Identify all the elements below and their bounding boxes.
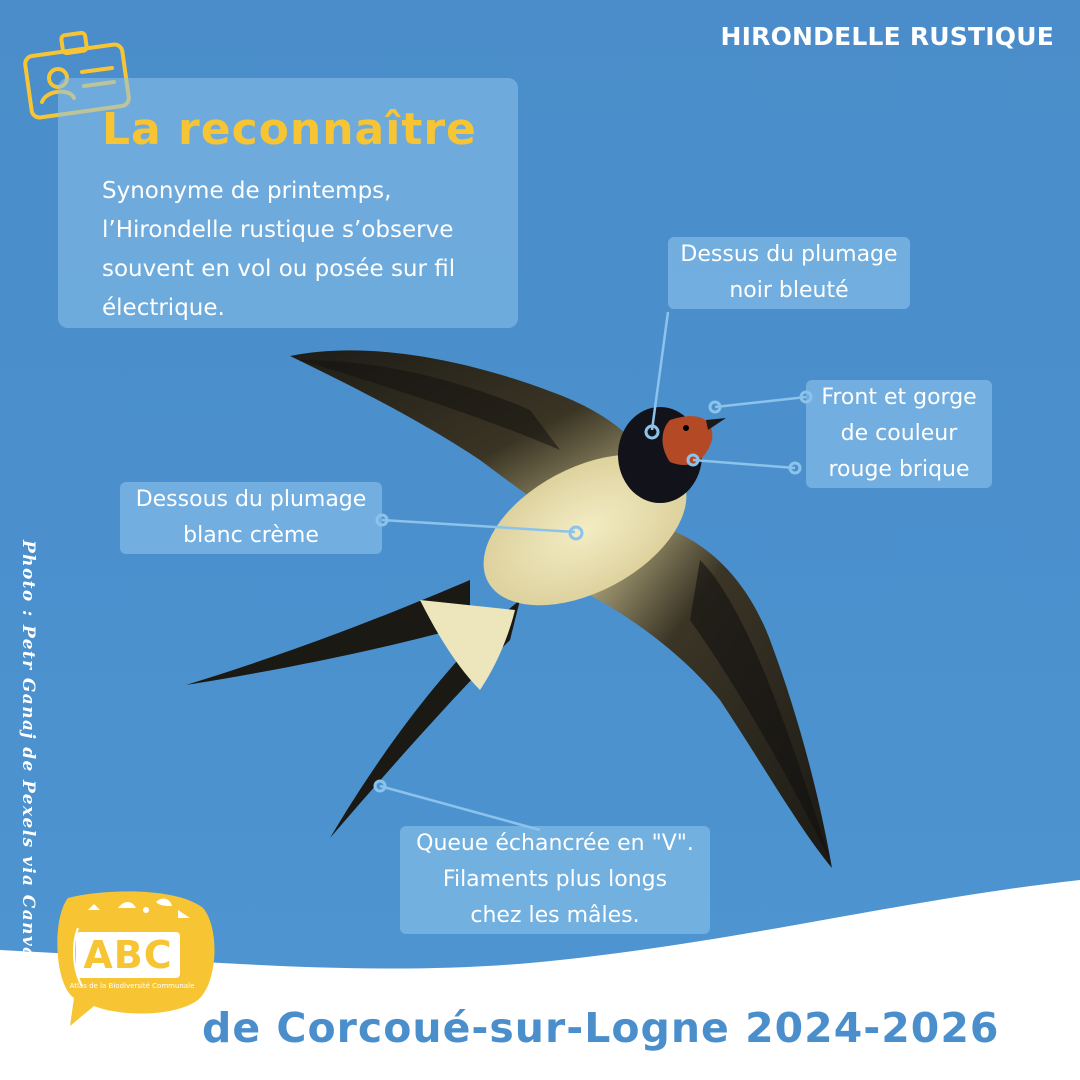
label-tail: Queue échancrée en "V". Filaments plus longs chez les mâles. — [400, 826, 710, 934]
label-upper-plumage: Dessus du plumage noir bleuté — [668, 237, 910, 309]
footer-title: de Corcoué-sur-Logne 2024-2026 — [202, 1004, 1000, 1052]
abc-logo-caption: Atlas de la Biodiversité Communale — [69, 982, 195, 990]
intro-heading: La reconnaître — [102, 104, 477, 155]
abc-logo-letters: ABC — [76, 932, 180, 978]
photo-credit: Photo : Petr Ganaj de Pexels via Canva — [18, 540, 38, 960]
label-front-throat: Front et gorge de couleur rouge brique — [806, 380, 992, 488]
page-title: HIRONDELLE RUSTIQUE — [720, 22, 1054, 51]
label-under-plumage: Dessous du plumage blanc crème — [120, 482, 382, 554]
intro-text: Synonyme de printemps, l’Hirondelle rustique s’observe souvent en vol ou posée sur fil électrique. — [102, 178, 456, 321]
